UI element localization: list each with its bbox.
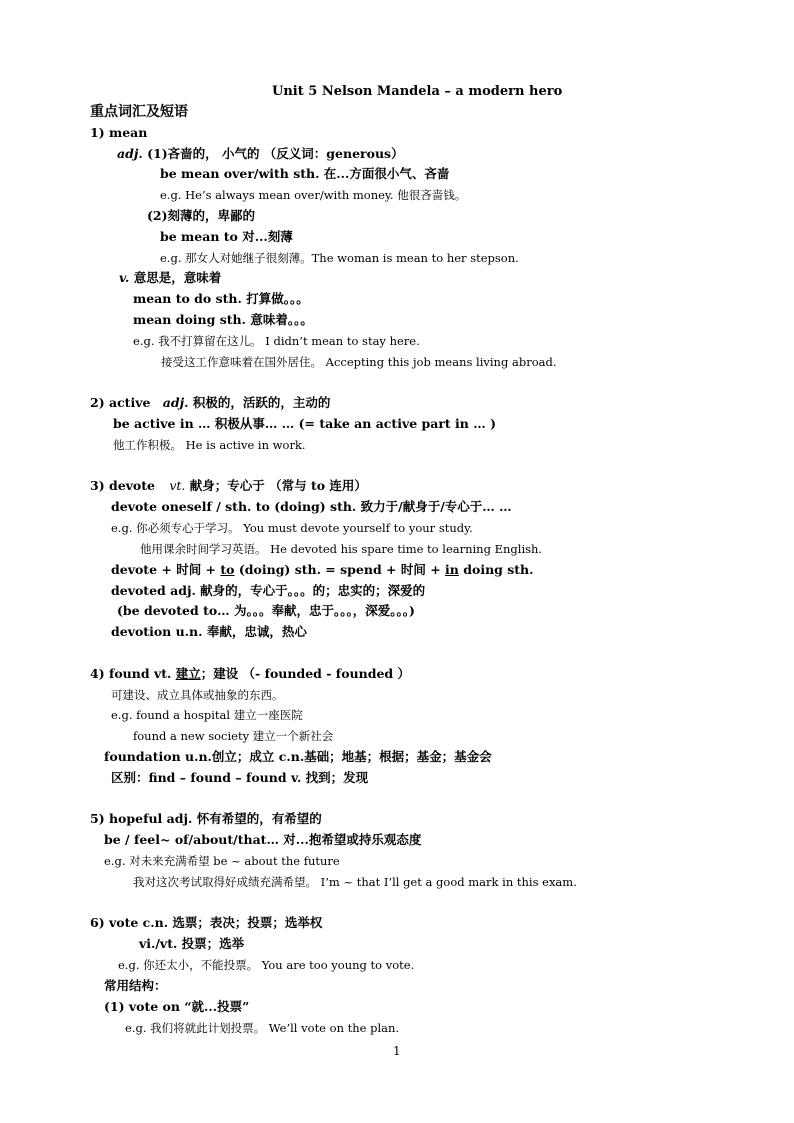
example-line: e.g. 我们将就此计划投票。 We’ll vote on the plan.: [125, 1021, 400, 1035]
entry-mean-adj: [117, 146, 404, 162]
phrase-part-underlined: in: [445, 562, 459, 577]
example-line: e.g. found a hospital 建立一座医院: [111, 708, 303, 722]
example-line: e.g. 你还太小，不能投票。 You are too young to vote.: [118, 958, 415, 972]
phrase-line: devotion u.n. 奉献，忠诚，热心: [111, 624, 307, 639]
pos-label: v.: [119, 270, 130, 285]
entry-mean-title: 1) mean: [90, 125, 148, 140]
definition-line: (2)刻薄的，卑鄙的: [147, 208, 256, 223]
entry-vote-title: 6) vote c.n. 选票；表决；投票；选举权: [90, 915, 323, 930]
phrase-line: 区别：find – found – found v. 找到；发现: [111, 770, 369, 785]
headword: 4) found vt.: [90, 666, 176, 681]
phrase-part-underlined: to: [220, 562, 235, 577]
entry-found-title: [90, 666, 410, 682]
phrase-line: (1) vote on “就...投票”: [104, 999, 250, 1014]
example-line: 接受这工作意味着在国外居住。 Accepting this job means living abroad.: [161, 355, 557, 369]
entry-devote-title: [90, 478, 367, 494]
entry-mean-verb: [119, 270, 221, 286]
definition-underlined: 建立: [175, 666, 201, 681]
definition-text: ；建设 （- founded - founded ）: [200, 666, 410, 681]
phrase-line: devoted adj. 献身的，专心于。。。的；忠实的；深爱的: [111, 583, 426, 598]
example-line: e.g. 我不打算留在这儿。 I didn’t mean to stay here.: [133, 334, 420, 348]
definition-text: 积极的，活跃的，主动的: [192, 395, 331, 410]
phrase-line: be mean to 对...刻薄: [160, 229, 293, 244]
example-line: e.g. 那女人对她继子很刻薄。The woman is mean to her stepson.: [160, 251, 519, 265]
headword: 2) active: [90, 395, 151, 410]
headword: 3) devote: [90, 478, 155, 493]
example-line: 我对这次考试取得好成绩充满希望。 I’m ~ that I’ll get a good mark in this exam.: [133, 875, 577, 889]
subheading: 常用结构：: [104, 978, 167, 993]
page-number: 1: [393, 1044, 401, 1058]
entry-active-title: [90, 395, 330, 411]
definition-text: (1)吝啬的， 小气的 （反义词：generous）: [147, 146, 404, 161]
phrase-part: (doing) sth. = spend + 时间 +: [234, 562, 446, 577]
pos-label: adj.: [117, 146, 143, 161]
phrase-line: [111, 562, 534, 578]
phrase-line: be active in … 积极从事… … (= take an active part in … ): [113, 416, 497, 431]
phrase-line: foundation u.n.创立；成立 c.n.基础；地基；根据；基金；基金会: [104, 749, 492, 764]
definition-text: 意思是，意味着: [133, 270, 222, 285]
phrase-line: mean to do sth. 打算做。。。: [133, 291, 309, 306]
phrase-part: doing sth.: [458, 562, 534, 577]
note-line: 可建设、成立具体或抽象的东西。: [111, 688, 284, 702]
entry-hopeful-title: 5) hopeful adj. 怀有希望的，有希望的: [90, 811, 322, 826]
example-line: e.g. 对未来充满希望 be ~ about the future: [104, 854, 340, 868]
phrase-line: mean doing sth. 意味着。。。: [133, 312, 313, 327]
page-title: Unit 5 Nelson Mandela – a modern hero: [272, 84, 563, 99]
phrase-part: devote + 时间 +: [111, 562, 221, 577]
phrase-line: be mean over/with sth. 在...方面很小气、吝啬: [160, 166, 450, 181]
pos-label: adj.: [162, 395, 189, 410]
phrase-line: devote oneself / sth. to (doing) sth. 致力于/献身于/专心于… …: [111, 499, 512, 514]
example-line: e.g. He’s always mean over/with money. 他很吝啬钱。: [160, 188, 467, 202]
phrase-line: (be devoted to… 为。。。奉献，忠于。。。，深爱。。。): [117, 603, 415, 618]
example-line: e.g. 你必须专心于学习。 You must devote yourself to your study.: [111, 521, 473, 535]
section-heading: 重点词汇及短语: [90, 104, 188, 120]
example-line: found a new society 建立一个新社会: [133, 729, 334, 743]
definition-text: 献身；专心于 （常与 to 连用）: [189, 478, 367, 493]
example-line: 他用课余时间学习英语。 He devoted his spare time to learning English.: [140, 542, 543, 556]
phrase-line: vi./vt. 投票；选举: [139, 936, 245, 951]
phrase-line: be / feel~ of/about/that… 对...抱希望或持乐观态度: [104, 832, 422, 847]
example-line: 他工作积极。 He is active in work.: [113, 438, 306, 452]
pos-label: vt.: [169, 478, 186, 493]
